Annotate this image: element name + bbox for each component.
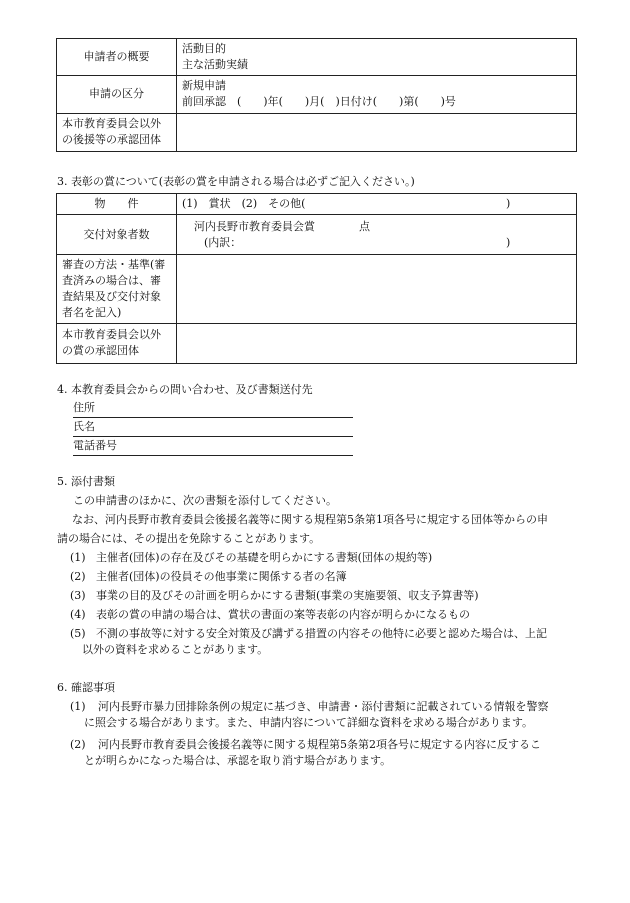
phone-label: 電話番号 (73, 439, 117, 452)
attachment-item-text: 主催者(団体)の存在及びその基礎を明らかにする書類(団体の規約等) (96, 551, 433, 564)
other-award-label (57, 323, 177, 363)
confirmation-item-number: (2) (70, 738, 86, 751)
other-sponsor-label (57, 113, 177, 151)
new-application-option: 新規申請 (182, 79, 226, 93)
confirmation-item (70, 737, 582, 769)
confirmation-item-line1: 河内長野市暴力団排除条例の規定に基づき、申請書・添付書類に記載されている情報を警察 (98, 700, 549, 713)
recipient-count-cell[interactable] (177, 215, 577, 255)
other-award-label-line1: 本市教育委員会以外 (62, 328, 161, 342)
applicant-overview-cell[interactable] (177, 39, 577, 76)
name-field[interactable] (73, 419, 353, 437)
application-type-cell[interactable] (177, 75, 577, 113)
attachment-item-text: 主催者(団体)の役員その他事業に関係する者の名簿 (96, 570, 347, 583)
application-type-row (57, 75, 577, 113)
attachment-item-number: (5) (70, 627, 86, 640)
applicant-overview-label: 申請者の概要 (57, 39, 177, 76)
address-label: 住所 (73, 401, 95, 414)
address-field[interactable] (73, 400, 353, 418)
attachment-item-number: (3) (70, 589, 86, 602)
review-method-cell[interactable] (177, 255, 577, 324)
confirmation-item-line2: に照会する場合があります。また、申請内容について詳細な資料を求める場合があります。 (84, 715, 534, 729)
attachment-item (70, 569, 580, 585)
attachment-item (70, 607, 580, 623)
applicant-overview-row (57, 39, 577, 76)
other-sponsor-row (57, 113, 577, 151)
attachment-item (70, 550, 580, 566)
attachment-intro: この申請書のほかに、次の書類を添付してください。 (73, 494, 337, 507)
activity-record-label: 主な活動実績 (182, 57, 248, 71)
attachment-item-text: 事業の目的及びその計画を明らかにする書類(事業の実施要領、収支予算書等) (96, 589, 479, 602)
award-item-cell[interactable] (177, 194, 577, 215)
name-label: 氏名 (73, 420, 95, 433)
award-item-label: 物 件 (57, 194, 177, 215)
review-method-label-line2: 査済みの場合は、審 (62, 273, 161, 287)
confirmation-item (70, 699, 582, 731)
phone-field[interactable] (73, 438, 353, 456)
award-item-close-paren: ) (506, 197, 511, 211)
attachment-item-number: (4) (70, 608, 86, 621)
award-table (56, 193, 577, 364)
other-award-label-line2: の賞の承認団体 (62, 344, 139, 358)
review-method-row (57, 255, 577, 324)
previous-approval-line: 前回承認 ( )年( )月( )日付け( )第( )号 (182, 95, 456, 109)
attachment-item-number: (2) (70, 570, 86, 583)
board-award-line: 河内長野市教育委員会賞 点 (194, 219, 370, 233)
applicant-table (56, 38, 577, 152)
attachment-item (70, 588, 580, 604)
recipient-count-row (57, 215, 577, 255)
other-sponsor-label-line1: 本市教育委員会以外 (62, 117, 161, 131)
attachment-item-text-line1: 不測の事故等に対する安全対策及び講ずる措置の内容その他特に必要と認めた場合は、上記 (96, 627, 547, 640)
application-type-label: 申請の区分 (57, 75, 177, 113)
recipient-count-label: 交付対象者数 (57, 215, 177, 255)
other-sponsor-label-line2: の後援等の承認団体 (62, 133, 161, 147)
exemption-note-line1: なお、河内長野市教育委員会後援名義等に関する規程第5条第1項各号に規定する団体等からの申 (72, 513, 548, 526)
breakdown-label: (内訳： (204, 235, 242, 249)
activity-purpose-label: 活動目的 (182, 42, 226, 55)
other-sponsor-cell[interactable] (177, 113, 577, 151)
review-method-label (57, 255, 177, 324)
review-method-label-line1: 審査の方法・基準(審 (62, 258, 166, 271)
exemption-note-line2: 請の場合には、その提出を免除することがあります。 (57, 532, 321, 545)
award-item-row (57, 194, 577, 215)
section5-title: 5. 添付書類 (57, 475, 115, 488)
other-award-row (57, 323, 577, 363)
section6-title: 6. 確認事項 (57, 681, 115, 694)
breakdown-close-paren: ) (506, 235, 511, 249)
award-item-options: (1) 賞状 (2) その他( (182, 197, 306, 211)
attachment-item-number: (1) (70, 551, 86, 564)
section3-title: 3. 表彰の賞について(表彰の賞を申請される場合は必ずご記入ください。) (57, 175, 415, 188)
confirmation-item-line1: 河内長野市教育委員会後援名義等に関する規程第5条第2項各号に規定する内容に反するこ (98, 738, 541, 751)
review-method-label-line3: 査結果及び交付対象 (62, 289, 161, 303)
attachment-item (70, 626, 580, 658)
confirmation-item-line2: とが明らかになった場合は、承認を取り消す場合があります。 (84, 753, 392, 767)
section4-title: 4. 本教育委員会からの問い合わせ、及び書類送付先 (57, 383, 313, 396)
attachment-item-text-line2: 以外の資料を求めることがあります。 (82, 642, 269, 656)
confirmation-item-number: (1) (70, 700, 86, 713)
other-award-cell[interactable] (177, 323, 577, 363)
attachment-item-text: 表彰の賞の申請の場合は、賞状の書面の案等表彰の内容が明らかになるもの (96, 608, 470, 621)
review-method-label-line4: 者名を記入) (62, 305, 122, 319)
